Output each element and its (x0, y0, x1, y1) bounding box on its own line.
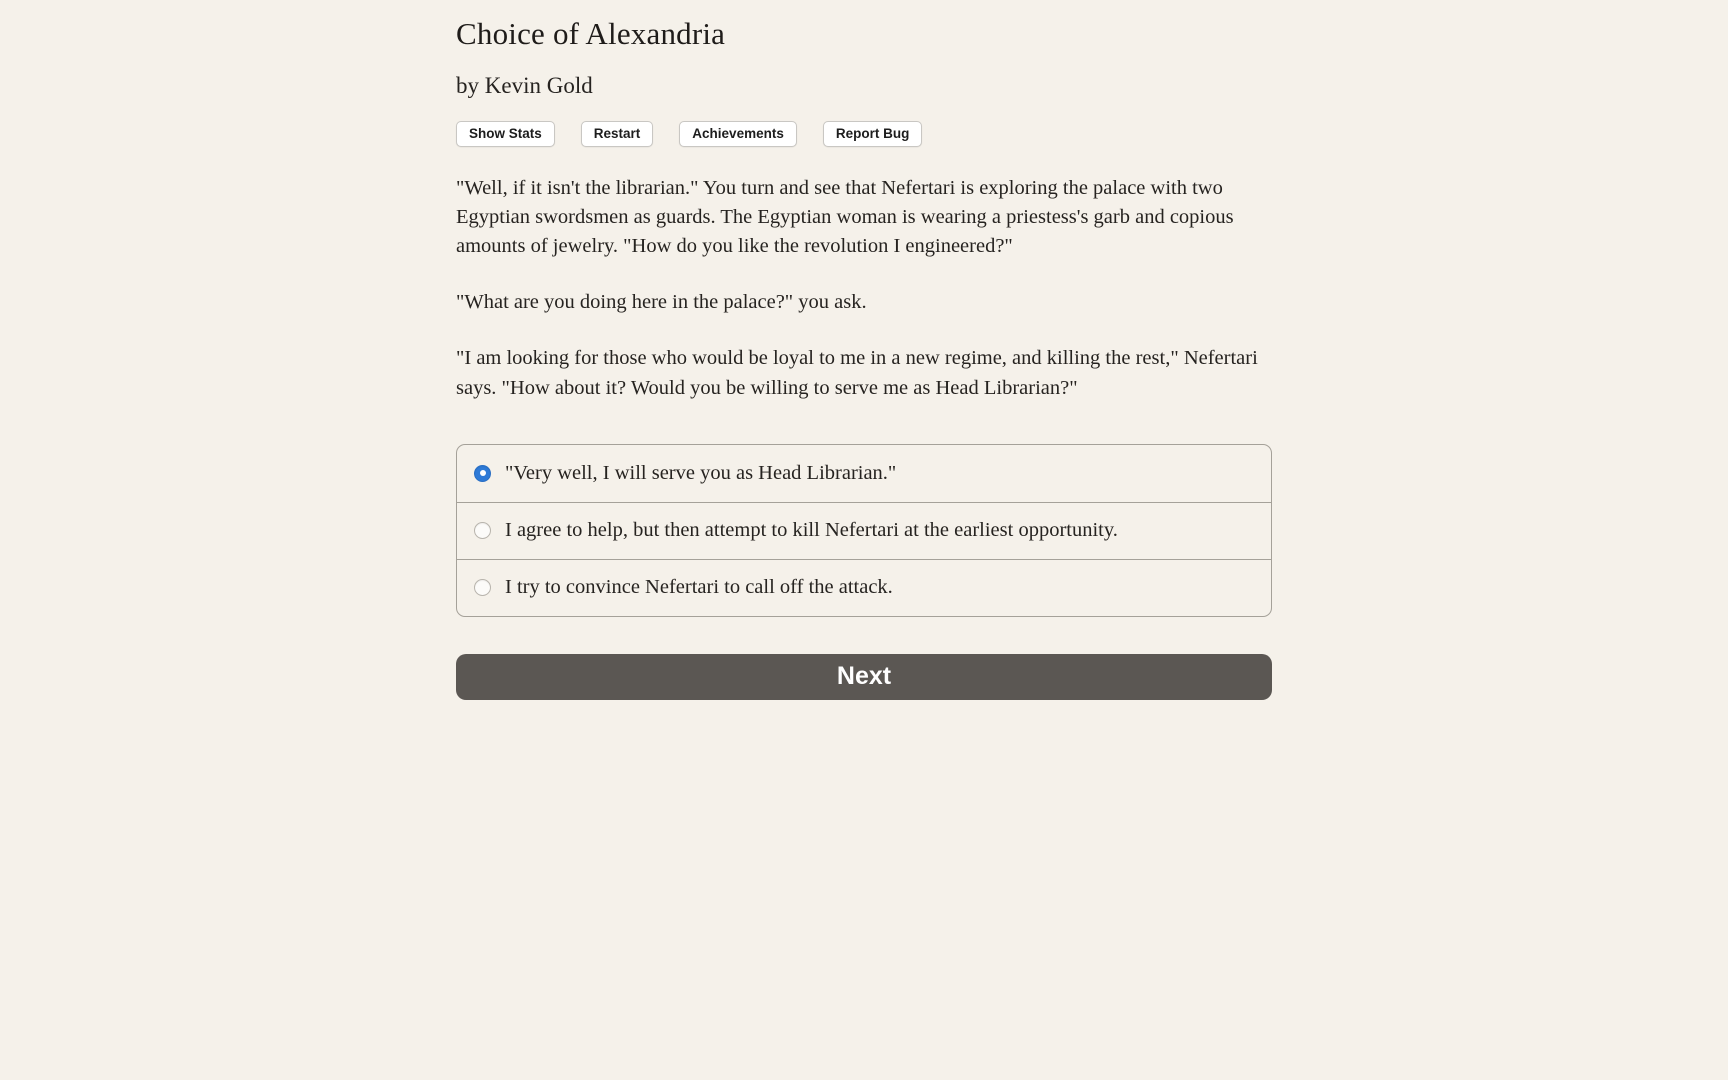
restart-button[interactable]: Restart (581, 121, 654, 147)
game-toolbar (456, 121, 1272, 147)
choice-option-label: I agree to help, but then attempt to kill Nefertari at the earliest opportunity. (505, 519, 1118, 542)
choice-option-serve-librarian[interactable] (457, 445, 1271, 502)
story-paragraph: "I am looking for those who would be loyal to me in a new regime, and killing the rest," Nefertari says. "How about it? Would you be willing to serve me as Head Librarian?" (456, 347, 1258, 399)
show-stats-button[interactable]: Show Stats (456, 121, 555, 147)
report-bug-button[interactable]: Report Bug (823, 121, 923, 147)
game-content-column (456, 16, 1272, 700)
story-text (456, 174, 1272, 403)
radio-button-icon[interactable] (474, 522, 491, 539)
choice-option-convince-call-off[interactable] (457, 559, 1271, 616)
next-button[interactable]: Next (456, 654, 1272, 700)
game-author-byline: by Kevin Gold (456, 73, 593, 98)
choice-group (456, 444, 1272, 617)
story-paragraph: "What are you doing here in the palace?" you ask. (456, 291, 867, 314)
choice-option-agree-then-kill[interactable] (457, 502, 1271, 559)
choice-option-label: "Very well, I will serve you as Head Librarian." (505, 461, 897, 484)
game-title: Choice of Alexandria (456, 16, 726, 51)
radio-button-icon[interactable] (474, 579, 491, 596)
achievements-button[interactable]: Achievements (679, 121, 797, 147)
story-paragraph: "Well, if it isn't the librarian." You turn and see that Nefertari is exploring the palace with two Egyptian swordsmen as guards. The Egyptian woman is wearing a priestess's garb and copious amounts of jewelry. "How do you like the revolution I engineered?" (456, 177, 1234, 258)
radio-button-icon[interactable] (474, 465, 491, 482)
choice-option-label: I try to convince Nefertari to call off the attack. (505, 576, 893, 599)
